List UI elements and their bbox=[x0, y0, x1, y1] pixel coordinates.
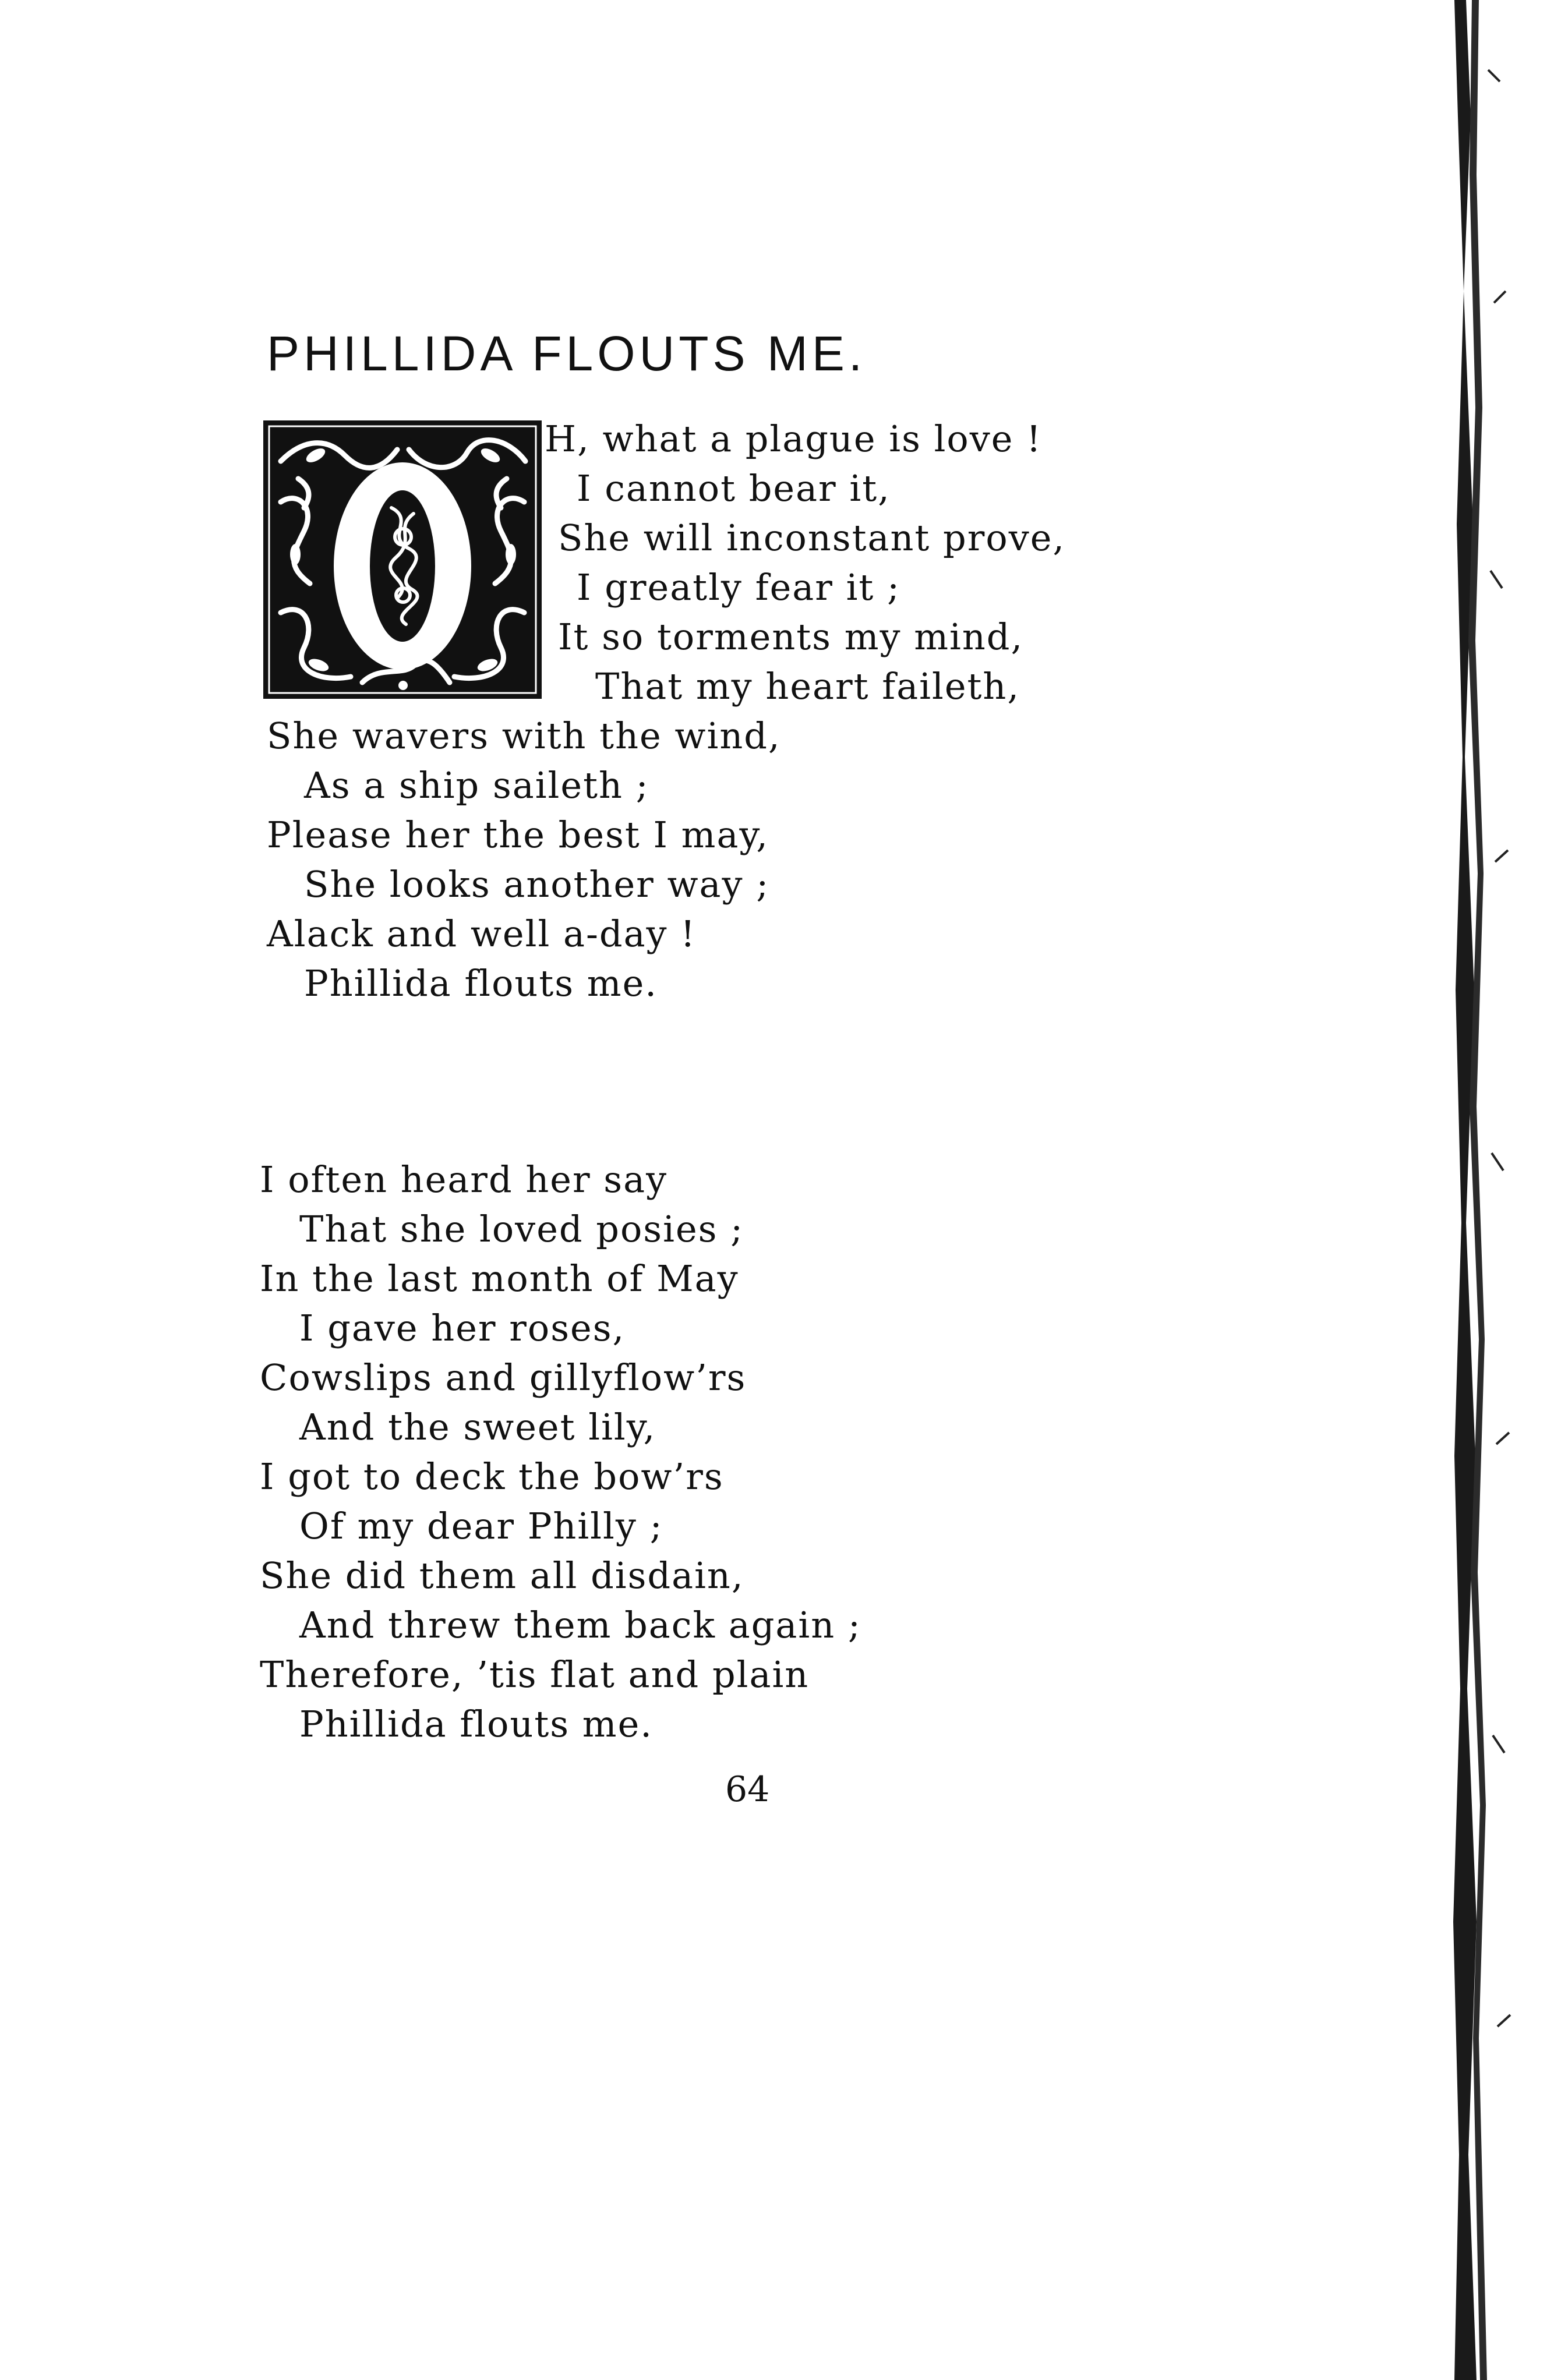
poem-line: Therefore, ’tis flat and plain bbox=[260, 1653, 810, 1696]
poem-line: H, what a plague is love ! bbox=[545, 418, 1043, 460]
poem-line: I got to deck the bow’rs bbox=[260, 1455, 724, 1498]
poem-line: That my heart faileth, bbox=[595, 665, 1020, 708]
poem-line: And threw them back again ; bbox=[299, 1604, 861, 1646]
poem-line: As a ship saileth ; bbox=[304, 764, 649, 807]
poem-line: Alack and well a-day ! bbox=[267, 913, 697, 955]
poem-line: She will inconstant prove, bbox=[558, 517, 1066, 559]
page-number: 64 bbox=[725, 1769, 770, 1810]
poem-line: And the sweet lily, bbox=[299, 1406, 656, 1448]
poem-line: Phillida flouts me. bbox=[304, 962, 658, 1005]
poem-line: Phillida flouts me. bbox=[299, 1703, 653, 1745]
poem-line: She wavers with the wind, bbox=[267, 715, 781, 757]
poem-line: She looks another way ; bbox=[304, 863, 770, 906]
poem-line: I cannot bear it, bbox=[577, 467, 891, 510]
poem-line: I greatly fear it ; bbox=[577, 566, 900, 609]
poem-title: PHILLIDA FLOUTS ME. bbox=[267, 326, 867, 381]
poem-line: She did them all disdain, bbox=[260, 1554, 744, 1597]
poem-line: In the last month of May bbox=[260, 1257, 739, 1300]
poem-line: Of my dear Philly ; bbox=[299, 1505, 663, 1547]
poem-line: Cowslips and gillyflow’rs bbox=[260, 1356, 747, 1399]
poem-line: Please her the best I may, bbox=[267, 814, 769, 856]
poem-line: That she loved posies ; bbox=[299, 1208, 744, 1250]
poem-line: It so torments my mind, bbox=[558, 616, 1024, 658]
page-edge-binding bbox=[1453, 0, 1547, 2380]
poem-line: I often heard her say bbox=[260, 1158, 668, 1201]
poem-line: I gave her roses, bbox=[299, 1307, 626, 1349]
ornamental-initial-o bbox=[263, 420, 542, 699]
